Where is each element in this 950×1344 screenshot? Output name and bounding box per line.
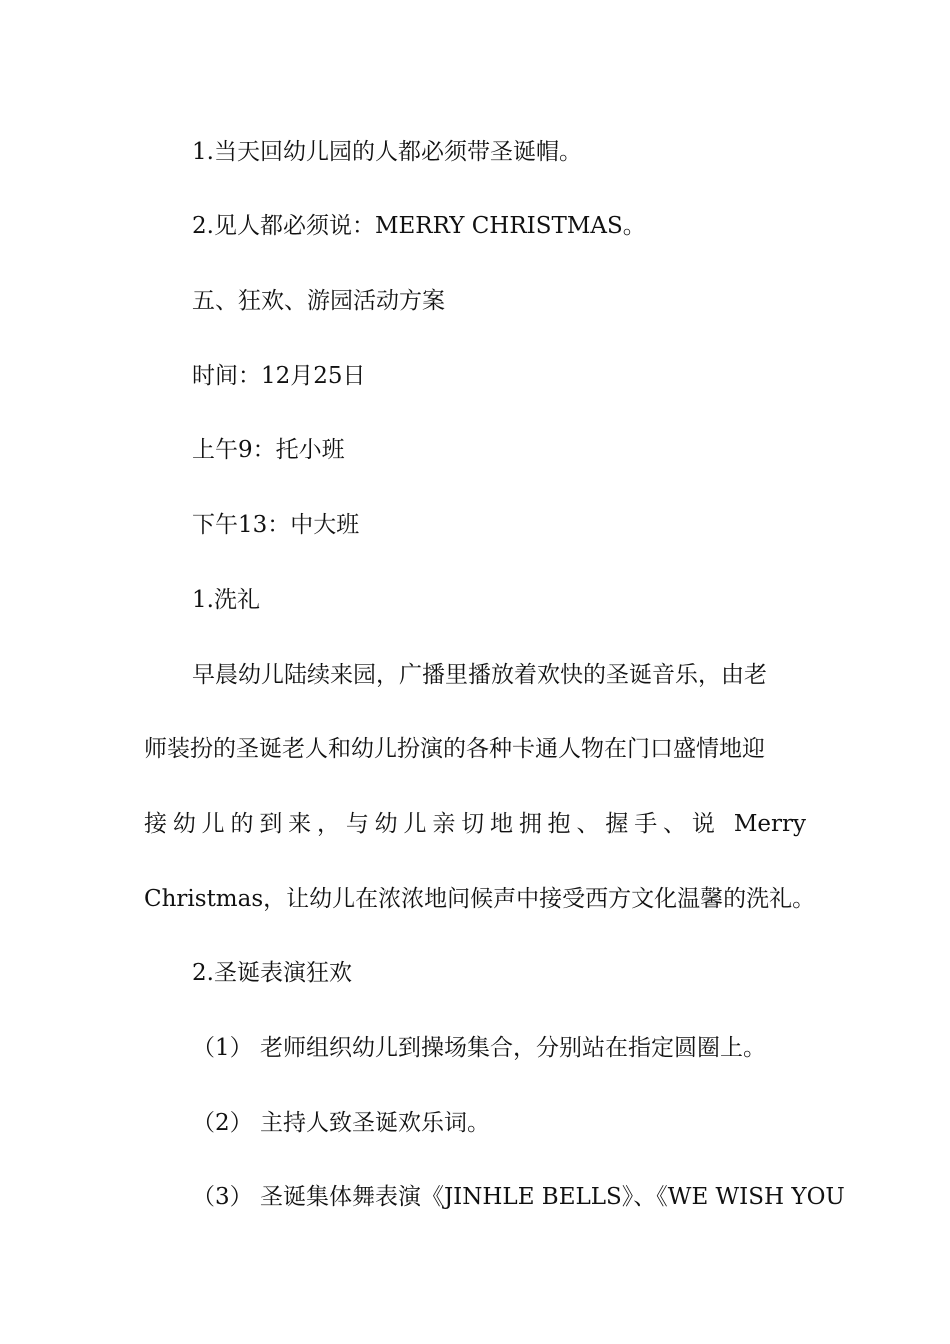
body-paragraph-line-2: 师装扮的圣诞老人和幼儿扮演的各种卡通人物在门口盛情地迎 [144,736,765,762]
body-paragraph-line-3: 接幼儿的到来，与幼儿亲切地拥抱、握手、说 Merry [144,811,806,837]
rule-item-1: 1.当天回幼儿园的人都必须带圣诞帽。 [192,139,582,165]
morning-session: 上午9：托小班 [192,437,345,463]
subsection-heading-2: 2.圣诞表演狂欢 [192,960,352,986]
body-paragraph-line-4: Christmas，让幼儿在浓浓地问候声中接受西方文化温馨的洗礼。 [144,886,816,912]
section-heading: 五、狂欢、游园活动方案 [192,288,445,314]
rule-item-2: 2.见人都必须说：MERRY CHRISTMAS。 [192,213,646,239]
body-paragraph-line-1: 早晨幼儿陆续来园，广播里播放着欢快的圣诞音乐，由老 [192,662,767,688]
list-item: （3） 圣诞集体舞表演《JINHLE BELLS》、《WE WISH YOU [192,1184,845,1210]
list-item: （2） 主持人致圣诞欢乐词。 [192,1110,490,1136]
afternoon-session: 下午13：中大班 [192,512,360,538]
list-item: （1） 老师组织幼儿到操场集合，分别站在指定圆圈上。 [192,1035,766,1061]
subsection-heading-1: 1.洗礼 [192,587,260,613]
event-date: 时间：12月25日 [192,363,366,389]
